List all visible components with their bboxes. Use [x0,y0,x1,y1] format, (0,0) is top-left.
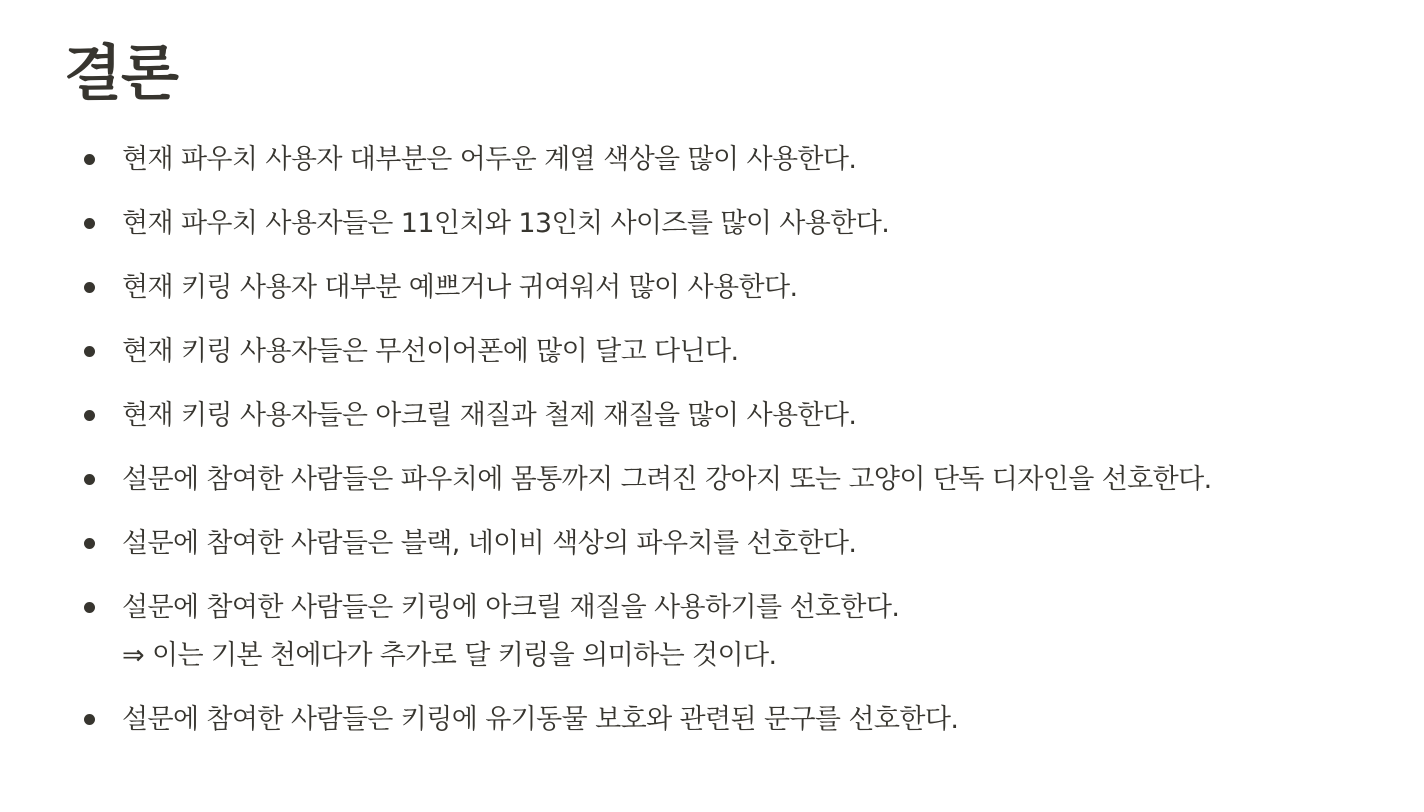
list-item-text: 현재 키링 사용자 대부분 예쁘거나 귀여워서 많이 사용한다. [122,272,798,303]
conclusion-list [0,136,1212,760]
bullet-icon [84,282,95,293]
list-item-text: 설문에 참여한 사람들은 파우치에 몸통까지 그려진 강아지 또는 고양이 단독 디자인을 선호한다. [122,464,1212,495]
bullet-icon [84,538,95,549]
list-item [0,264,1212,312]
bullet-icon [84,218,95,229]
list-item [0,200,1212,248]
list-item [0,136,1212,184]
list-item [0,392,1212,440]
list-item-text: 현재 키링 사용자들은 무선이어폰에 많이 달고 다닌다. [122,336,739,367]
list-item [0,584,1212,680]
list-item [0,696,1212,744]
list-item [0,456,1212,504]
bullet-icon [84,154,95,165]
list-item-text: 현재 파우치 사용자 대부분은 어두운 계열 색상을 많이 사용한다. [122,144,857,175]
bullet-icon [84,474,95,485]
bullet-icon [84,714,95,725]
bullet-icon [84,410,95,421]
list-item [0,328,1212,376]
page-title: 결론 [64,39,178,109]
list-item-text: 설문에 참여한 사람들은 키링에 아크릴 재질을 사용하기를 선호한다. [122,592,900,623]
list-item-text: 현재 파우치 사용자들은 11인치와 13인치 사이즈를 많이 사용한다. [122,208,890,239]
bullet-icon [84,346,95,357]
list-item-text: 현재 키링 사용자들은 아크릴 재질과 철제 재질을 많이 사용한다. [122,400,857,431]
list-item-text: 설문에 참여한 사람들은 블랙, 네이비 색상의 파우치를 선호한다. [122,528,857,559]
list-item [0,520,1212,568]
list-item-text: 설문에 참여한 사람들은 키링에 유기동물 보호와 관련된 문구를 선호한다. [122,704,959,735]
bullet-icon [84,602,95,613]
list-item-subtext: ⇒ 이는 기본 천에다가 추가로 달 키링을 의미하는 것이다. [122,640,777,671]
